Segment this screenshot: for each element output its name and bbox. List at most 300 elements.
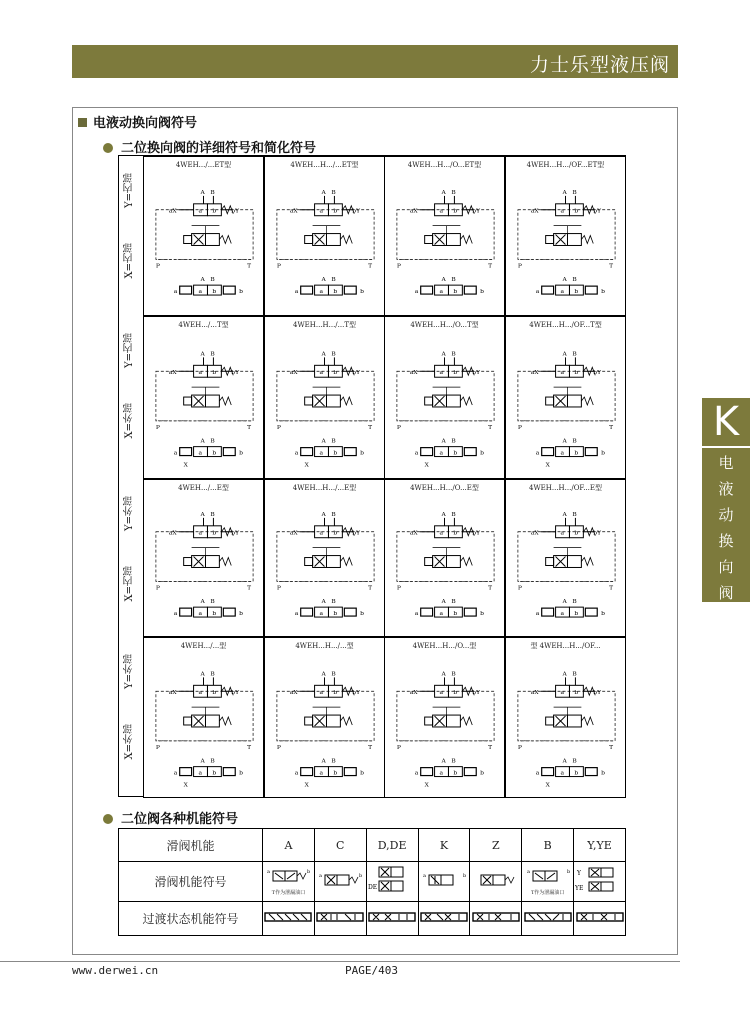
valve-symbol-drawing xyxy=(144,650,263,797)
sol-b-letter: b xyxy=(566,869,570,875)
pilot-x-label: aX xyxy=(289,369,298,377)
sol-a-label: a xyxy=(535,769,540,777)
port-a-label: A xyxy=(441,437,446,445)
spool-letter-b: b xyxy=(333,689,338,697)
row-label-x: X=外部 xyxy=(124,724,135,760)
port-b-label: B xyxy=(572,670,577,678)
spool-letter-a: a xyxy=(319,769,324,777)
pilot-x-label: aX xyxy=(409,689,418,697)
spool-letter-a: a xyxy=(319,610,324,618)
pilot-x-label: aX xyxy=(409,369,418,377)
pilot-y-label: bY xyxy=(593,529,602,537)
valve-simplified-symbol xyxy=(295,276,364,295)
port-t-label: T xyxy=(488,584,493,592)
spool-symbol-cell xyxy=(418,862,470,902)
spool-letter-a: a xyxy=(560,769,565,777)
footer-divider xyxy=(0,961,680,962)
spool-letter-a: a xyxy=(319,449,324,457)
sol-a-letter: a xyxy=(422,873,426,879)
port-a-label: A xyxy=(321,757,326,765)
port-a-label: A xyxy=(321,188,326,196)
section-heading: 电液动换向阀符号 xyxy=(78,112,197,131)
valve-detailed-symbol xyxy=(156,189,253,269)
port-b-label: B xyxy=(451,350,456,358)
spool-letter-b: b xyxy=(453,689,458,697)
sol-b-label: b xyxy=(601,769,606,777)
valve-symbol-drawing xyxy=(385,169,504,315)
port-a-label: A xyxy=(200,598,205,606)
transition-symbol-z xyxy=(471,911,521,923)
sol-a-letter: a xyxy=(267,869,271,875)
pilot-port-x: X xyxy=(304,781,309,789)
valve-symbol-cell xyxy=(264,479,385,637)
port-b-label: B xyxy=(331,510,336,518)
port-a-label: A xyxy=(200,510,205,518)
table-row xyxy=(119,862,626,902)
valve-model-code: 4WEH.../...型 xyxy=(180,642,227,650)
round-bullet-icon xyxy=(103,814,113,824)
valve-symbol-drawing xyxy=(506,650,625,797)
header-band xyxy=(72,45,678,78)
pilot-x-label: aX xyxy=(409,529,418,537)
pilot-x-label: aX xyxy=(530,529,539,537)
port-a-label: A xyxy=(441,350,446,358)
port-a-label: A xyxy=(200,757,205,765)
valve-symbol-drawing xyxy=(385,329,504,478)
valve-detailed-symbol xyxy=(518,670,615,750)
pilot-port-x: X xyxy=(304,461,309,469)
pilot-y-label: bY xyxy=(352,689,361,697)
port-b-label: B xyxy=(572,350,577,358)
valve-model-code: 4WEH...H.../...T型 xyxy=(292,321,357,329)
spool-letter-b: b xyxy=(574,369,579,377)
valve-model-code: 4WEH...H.../O...T型 xyxy=(410,321,479,329)
port-p-label: P xyxy=(155,743,160,751)
spool-letter-b: b xyxy=(574,769,579,777)
port-b-label: B xyxy=(451,598,456,606)
table-col-header: Z xyxy=(470,829,522,862)
sol-b-label: b xyxy=(239,769,244,777)
sol-b-label: b xyxy=(360,769,365,777)
valve-simplified-symbol xyxy=(295,438,364,469)
row-label-y: Y=内部 xyxy=(124,173,135,208)
valve-simplified-symbol xyxy=(415,438,484,469)
spool-letter-b: b xyxy=(333,529,338,537)
valve-detailed-symbol xyxy=(397,670,494,750)
spool-letter-a: a xyxy=(198,449,203,457)
spool-letter-a: a xyxy=(319,207,324,215)
port-t-label: T xyxy=(488,423,493,431)
valve-simplified-symbol xyxy=(174,438,243,469)
port-p-label: P xyxy=(155,584,160,592)
sol-a-letter: a xyxy=(319,873,323,879)
pilot-x-label: aX xyxy=(168,207,177,215)
valve-symbol-drawing xyxy=(265,169,384,315)
port-b-label: B xyxy=(331,350,336,358)
spool-symbol-cell xyxy=(366,862,418,902)
spool-letter-a: a xyxy=(439,207,444,215)
pilot-x-label: aX xyxy=(289,529,298,537)
spool-symbol-cell xyxy=(314,862,366,902)
pilot-x-label: aX xyxy=(530,207,539,215)
port-a-label: A xyxy=(441,670,446,678)
spool-symbol-d xyxy=(367,865,417,895)
sol-b-label: b xyxy=(239,288,244,296)
valve-symbol-cell xyxy=(505,316,626,479)
port-b-label: B xyxy=(331,670,336,678)
spool-letter-b: b xyxy=(453,207,458,215)
valve-simplified-symbol xyxy=(174,598,243,617)
port-b-label: B xyxy=(210,276,215,284)
sidebar-section-letter: K xyxy=(702,398,750,446)
valve-symbol-cell xyxy=(384,316,505,479)
pilot-x-label: aX xyxy=(289,207,298,215)
pilot-x-label: aX xyxy=(168,369,177,377)
pilot-y-label: bY xyxy=(231,369,240,377)
port-b-label: B xyxy=(572,757,577,765)
valve-symbol-cell xyxy=(384,479,505,637)
spool-letter-b: b xyxy=(453,529,458,537)
valve-detailed-symbol xyxy=(156,670,253,750)
valve-symbol-drawing xyxy=(385,650,504,797)
valve-symbol-cell xyxy=(505,479,626,637)
pilot-y-label: bY xyxy=(593,689,602,697)
port-p-label: P xyxy=(276,262,281,270)
port-a-label: A xyxy=(321,350,326,358)
spool-symbol-cell xyxy=(574,862,626,902)
port-b-label: B xyxy=(572,276,577,284)
spool-letter-a: a xyxy=(198,769,203,777)
port-a-label: A xyxy=(321,276,326,284)
port-a-label: A xyxy=(321,510,326,518)
pilot-x-label: aX xyxy=(530,369,539,377)
spool-symbol-k xyxy=(419,871,469,889)
sol-a-label: a xyxy=(535,449,540,457)
transition-symbol-cell xyxy=(263,902,315,936)
port-a-label: A xyxy=(441,757,446,765)
pilot-y-label: bY xyxy=(352,529,361,537)
sol-a-label: a xyxy=(294,769,299,777)
sidebar-section-label xyxy=(702,448,750,602)
sol-a-label: a xyxy=(173,769,178,777)
valve-symbol-drawing xyxy=(144,169,263,315)
spool-letter-a: a xyxy=(560,207,565,215)
valve-model-code: 4WEH...H.../O...ET型 xyxy=(407,161,482,169)
valve-model-code: 4WEH...H.../OF...E型 xyxy=(529,484,602,492)
table-col-header: C xyxy=(314,829,366,862)
port-t-label: T xyxy=(368,423,373,431)
row-label-x: X=外部 xyxy=(124,403,135,439)
spool-letter-b: b xyxy=(212,369,217,377)
transition-symbol-b xyxy=(523,911,573,923)
valve-model-code: 4WEH.../...T型 xyxy=(178,321,229,329)
valve-symbol-drawing xyxy=(506,492,625,636)
row-label-y: Y=外部 xyxy=(124,654,135,689)
valve-symbol-cell xyxy=(384,156,505,316)
sol-b-label: b xyxy=(360,449,365,457)
transition-symbol-cell xyxy=(366,902,418,936)
port-b-label: B xyxy=(210,598,215,606)
spool-function-table xyxy=(118,828,626,936)
spool-letter-b: b xyxy=(212,529,217,537)
port-b-label: B xyxy=(451,276,456,284)
port-b-label: B xyxy=(572,437,577,445)
port-p-label: P xyxy=(276,584,281,592)
valve-detailed-symbol xyxy=(277,511,374,591)
port-t-label: T xyxy=(368,262,373,270)
valve-symbol-cell xyxy=(143,316,264,479)
valve-symbol-drawing xyxy=(144,492,263,636)
spool-letter-a: a xyxy=(198,529,203,537)
round-bullet-icon xyxy=(103,143,113,153)
port-a-label: A xyxy=(562,670,567,678)
sol-a-label: a xyxy=(173,288,178,296)
valve-symbol-cell xyxy=(505,156,626,316)
valve-symbol-cell xyxy=(264,156,385,316)
spool-letter-a: a xyxy=(319,369,324,377)
port-b-label: B xyxy=(451,510,456,518)
valve-detailed-symbol xyxy=(518,511,615,591)
table-header-label: 滑阀机能 xyxy=(119,829,263,862)
leak-note-a: T作为泄漏油口 xyxy=(271,890,306,896)
spool-letter-a: a xyxy=(439,449,444,457)
sol-b-letter: b xyxy=(359,873,363,879)
port-a-label: A xyxy=(200,188,205,196)
sol-b-label: b xyxy=(480,769,485,777)
spool-letter-a: a xyxy=(439,529,444,537)
valve-detailed-symbol xyxy=(277,670,374,750)
valve-simplified-symbol xyxy=(536,276,605,295)
sol-a-letter: a xyxy=(526,869,530,875)
transition-symbol-cell xyxy=(522,902,574,936)
valve-symbol-cell xyxy=(264,637,385,798)
spool-symbol-cell xyxy=(470,862,522,902)
port-b-label: B xyxy=(451,757,456,765)
valve-detailed-symbol xyxy=(277,189,374,269)
port-t-label: T xyxy=(247,423,252,431)
sol-b-label: b xyxy=(601,610,606,618)
sol-a-label: a xyxy=(294,288,299,296)
pilot-y-label: bY xyxy=(472,369,481,377)
spool-letter-b: b xyxy=(212,207,217,215)
sol-b-label: b xyxy=(480,449,485,457)
port-a-label: A xyxy=(441,188,446,196)
port-b-label: B xyxy=(210,188,215,196)
port-b-label: B xyxy=(331,598,336,606)
spool-letter-b: b xyxy=(212,689,217,697)
transition-symbol-a xyxy=(263,911,313,923)
spool-letter-a: a xyxy=(560,369,565,377)
port-t-label: T xyxy=(609,584,614,592)
table-row-label: 过渡状态机能符号 xyxy=(119,902,263,936)
port-p-label: P xyxy=(517,262,522,270)
sol-a-label: a xyxy=(535,288,540,296)
spool-symbol-z xyxy=(471,871,521,889)
pilot-x-label: aX xyxy=(409,207,418,215)
port-b-label: B xyxy=(451,670,456,678)
spool-letter-b: b xyxy=(453,288,458,296)
spool-letter-b: b xyxy=(453,449,458,457)
valve-model-code: 型 4WEH...H.../OF... xyxy=(530,642,601,650)
pilot-y-label: bY xyxy=(231,689,240,697)
port-b-label: B xyxy=(572,188,577,196)
port-p-label: P xyxy=(276,423,281,431)
transition-symbol-cell xyxy=(418,902,470,936)
sol-b-label: b xyxy=(601,288,606,296)
spool-letter-b: b xyxy=(212,769,217,777)
spool-letter-b: b xyxy=(333,207,338,215)
port-t-label: T xyxy=(609,423,614,431)
port-p-label: P xyxy=(155,423,160,431)
port-a-label: A xyxy=(200,350,205,358)
pilot-y-label: bY xyxy=(231,529,240,537)
valve-model-code: 4WEH...H.../...E型 xyxy=(292,484,357,492)
sol-b-label: b xyxy=(601,449,606,457)
port-b-label: B xyxy=(451,437,456,445)
valve-simplified-symbol xyxy=(415,598,484,617)
row-label-x: X=内部 xyxy=(124,243,135,279)
page-title: 力士乐型液压阀 xyxy=(529,54,670,76)
table-row xyxy=(119,902,626,936)
spool-letter-b: b xyxy=(574,288,579,296)
spool-letter-a: a xyxy=(560,610,565,618)
spool-letter-b: b xyxy=(333,610,338,618)
y-mark: Y xyxy=(576,870,581,877)
spool-letter-b: b xyxy=(574,207,579,215)
port-a-label: A xyxy=(562,188,567,196)
port-b-label: B xyxy=(572,510,577,518)
spool-letter-a: a xyxy=(439,369,444,377)
spool-symbol-b xyxy=(523,867,573,885)
footer-page-number: PAGE/403 xyxy=(345,964,398,977)
sidebar-char: 换 xyxy=(718,532,734,550)
table-col-header: K xyxy=(418,829,470,862)
port-b-label: B xyxy=(451,188,456,196)
valve-model-code: 4WEH...H.../O...型 xyxy=(412,642,477,650)
pilot-y-label: bY xyxy=(593,207,602,215)
valve-detailed-symbol xyxy=(518,350,615,430)
spool-letter-a: a xyxy=(439,610,444,618)
valve-symbol-drawing xyxy=(506,169,625,315)
valve-symbol-drawing xyxy=(265,650,384,797)
port-t-label: T xyxy=(368,584,373,592)
pilot-port-x: X xyxy=(545,781,550,789)
spool-letter-a: a xyxy=(560,529,565,537)
valve-symbol-drawing xyxy=(144,329,263,478)
valve-model-code: 4WEH...H.../OF...T型 xyxy=(529,321,602,329)
sidebar-char: 液 xyxy=(718,480,734,498)
pilot-port-x: X xyxy=(545,461,550,469)
sol-b-label: b xyxy=(239,610,244,618)
valve-model-code: 4WEH...H.../OF...ET型 xyxy=(526,161,605,169)
sol-a-label: a xyxy=(414,288,419,296)
valve-model-code: 4WEH.../...ET型 xyxy=(175,161,232,169)
square-bullet-icon xyxy=(78,118,87,127)
spool-letter-b: b xyxy=(574,610,579,618)
valve-model-code: 4WEH...H.../O...E型 xyxy=(410,484,479,492)
valve-symbol-cell xyxy=(143,479,264,637)
port-a-label: A xyxy=(562,598,567,606)
sol-b-letter: b xyxy=(462,873,467,879)
port-b-label: B xyxy=(210,510,215,518)
port-a-label: A xyxy=(562,757,567,765)
table-col-header: D,DE xyxy=(366,829,418,862)
row-label-x: X=内部 xyxy=(124,566,135,602)
valve-simplified-symbol xyxy=(295,598,364,617)
port-t-label: T xyxy=(488,743,493,751)
port-t-label: T xyxy=(247,584,252,592)
sol-b-label: b xyxy=(480,610,485,618)
spool-symbol-cell xyxy=(263,862,315,902)
table-col-header: B xyxy=(522,829,574,862)
port-b-label: B xyxy=(210,757,215,765)
pilot-port-x: X xyxy=(424,781,429,789)
de-mark: DE xyxy=(368,884,378,891)
sidebar-char: 阀 xyxy=(718,584,734,602)
sol-b-label: b xyxy=(239,449,244,457)
valve-symbol-grid xyxy=(118,155,626,797)
port-a-label: A xyxy=(562,350,567,358)
valve-symbol-drawing xyxy=(385,492,504,636)
port-t-label: T xyxy=(368,743,373,751)
valve-simplified-symbol xyxy=(174,758,243,789)
valve-detailed-symbol xyxy=(397,350,494,430)
ye-mark: YE xyxy=(574,885,583,892)
valve-symbol-drawing xyxy=(265,329,384,478)
port-a-label: A xyxy=(200,437,205,445)
spool-letter-a: a xyxy=(319,689,324,697)
spool-letter-a: a xyxy=(198,610,203,618)
spool-letter-b: b xyxy=(333,369,338,377)
spool-letter-b: b xyxy=(212,449,217,457)
port-p-label: P xyxy=(517,743,522,751)
pilot-port-x: X xyxy=(424,461,429,469)
transition-symbol-cell xyxy=(574,902,626,936)
sol-a-label: a xyxy=(414,769,419,777)
port-b-label: B xyxy=(331,757,336,765)
valve-detailed-symbol xyxy=(156,511,253,591)
spool-letter-b: b xyxy=(333,449,338,457)
subsection-heading-functions: 二位阀各种机能符号 xyxy=(103,808,238,827)
spool-letter-b: b xyxy=(212,610,217,618)
transition-symbol-c xyxy=(315,911,365,923)
table-col-header: Y,YE xyxy=(574,829,626,862)
port-a-label: A xyxy=(321,437,326,445)
valve-model-code: 4WEH...H.../...型 xyxy=(295,642,354,650)
valve-symbol-cell xyxy=(505,637,626,798)
port-b-label: B xyxy=(210,437,215,445)
pilot-y-label: bY xyxy=(472,529,481,537)
row-label-y: Y=内部 xyxy=(124,333,135,368)
pilot-port-x: X xyxy=(183,781,188,789)
spool-letter-b: b xyxy=(574,689,579,697)
port-b-label: B xyxy=(210,670,215,678)
port-a-label: A xyxy=(562,510,567,518)
valve-detailed-symbol xyxy=(277,350,374,430)
sol-b-label: b xyxy=(360,610,365,618)
sol-b-letter: b xyxy=(307,869,311,875)
spool-symbol-y xyxy=(575,865,625,895)
pilot-x-label: aX xyxy=(168,529,177,537)
port-t-label: T xyxy=(609,262,614,270)
port-b-label: B xyxy=(210,350,215,358)
pilot-y-label: bY xyxy=(231,207,240,215)
sol-a-label: a xyxy=(173,610,178,618)
port-p-label: P xyxy=(396,584,401,592)
row-label-y: Y=外部 xyxy=(124,496,135,531)
spool-letter-a: a xyxy=(439,689,444,697)
port-p-label: P xyxy=(517,584,522,592)
